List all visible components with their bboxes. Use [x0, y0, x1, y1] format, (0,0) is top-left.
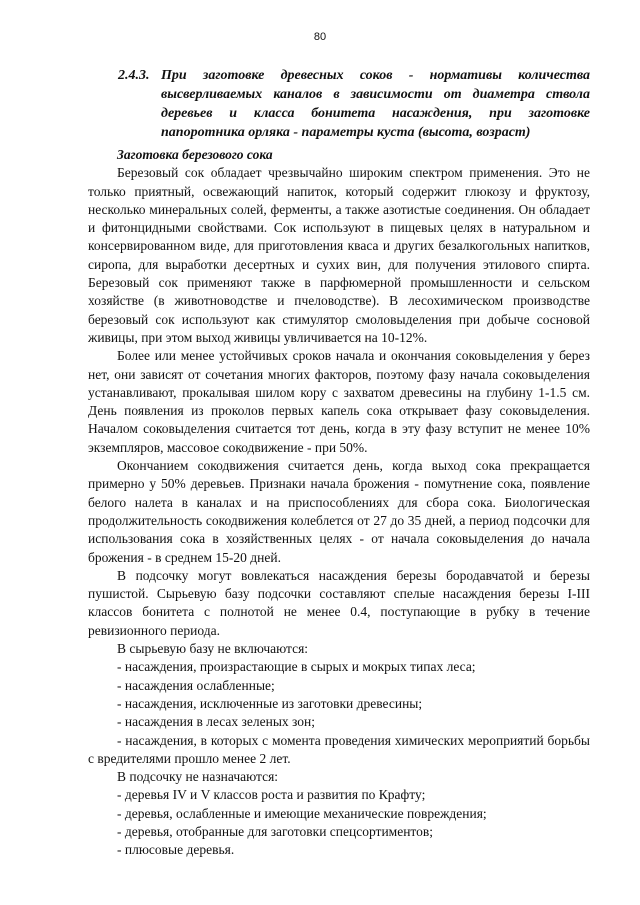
page-number: 80	[313, 31, 327, 43]
paragraph: Более или менее устойчивых сроков начала и окончания соковыделения у берез нет, они зависят от сочетания многих факторов, поэтому фазу начала соковыделения устанавливают, прокалывая шилом кору с захватом древесины на глубину 1-1.5 см. День появления из проколов первых капель сока открывает фазу соковыделения. Началом соковыделения считается тот день, когда в эту фазу вступит не менее 10% экземпляров, массовое сокодвижение - при 50%.	[88, 348, 590, 455]
excluded-list-item: - насаждения, произрастающие в сырых и мокрых типах леса;	[117, 659, 476, 675]
paragraph: Окончанием сокодвижения считается день, когда выход сока прекращается примерно у 50% деревьев. Признаки начала брожения - помутнение сока, появление белого налета в каналах и на приспособлениях для сбора сока. Биологическая продолжительность сокодвижения колеблется от 27 до 35 дней, а период подсочки для использования сока в хозяйственных целях - от начала соковыделения до начала брожения - в среднем 15-20 дней.	[88, 458, 590, 565]
section-heading-line: папоротника орляка - параметры куста (высота, возраст)	[161, 125, 531, 140]
paragraph: Березовый сок обладает чрезвычайно широким спектром применения. Это не только приятный, освежающий напиток, который содержит глюкозу и фруктозу, несколько минеральных солей, ферменты, а также азотистые соединения. Он обладает и фитонцидными свойствами. Сок используют в пищевых целях в натуральном и консервированном виде, для приготовления кваса и других безалкогольных напитков, сиропа, для выработки десертных и сухих вин, для получения этилового спирта. Березовый сок применяют также в парфюмерной промышленности и сельском хозяйстве (в животноводстве и пчеловодстве). В лесохимическом производстве березовый сок используют как стимулятор смоловыделения при добыче сосновой живицы, при этом выход живицы увличивается на 10-12%.	[88, 165, 590, 345]
subsection-heading: Заготовка березового сока	[117, 147, 273, 162]
excluded-list-item: - насаждения в лесах зеленых зон;	[117, 714, 315, 730]
not-assigned-list-item: - деревья, ослабленные и имеющие механические повреждения;	[117, 805, 487, 821]
not-assigned-list-item: - деревья IV и V классов роста и развития по Крафту;	[117, 787, 426, 803]
document-body	[88, 146, 590, 860]
excluded-list-item: - насаждения, в которых с момента проведения химических мероприятий борьбы с вредителями прошло менее 2 лет.	[88, 732, 590, 766]
paragraph: В подсочку могут вовлекаться насаждения березы бородавчатой и березы пушистой. Сырьевую базу подсочки составляют спелые насаждения березы I-III классов бонитета с полнотой не менее 0.4, поступающие в рубку в течение ревизионного периода.	[88, 567, 590, 638]
not-assigned-list-item: - плюсовые деревья.	[117, 842, 235, 858]
excluded-list-item: - насаждения, исключенные из заготовки древесины;	[117, 695, 423, 711]
section-heading-line: деревьев и класса бонитета насаждения, при заготовке	[161, 106, 590, 121]
section-heading-line: При заготовке древесных соков - нормативы количества	[161, 68, 590, 83]
section-number: 2.4.3.	[118, 68, 150, 83]
section-heading-line: высверливаемых каналов в зависимости от диаметра ствола	[161, 87, 590, 102]
excluded-list-item: - насаждения ослабленные;	[117, 677, 275, 693]
section-heading	[118, 66, 590, 142]
not-assigned-list-intro: В подсочку не назначаются:	[117, 769, 279, 785]
not-assigned-list-item: - деревья, отобранные для заготовки спецсортиментов;	[117, 823, 434, 839]
excluded-list-intro: В сырьевую базу не включаются:	[117, 641, 309, 657]
